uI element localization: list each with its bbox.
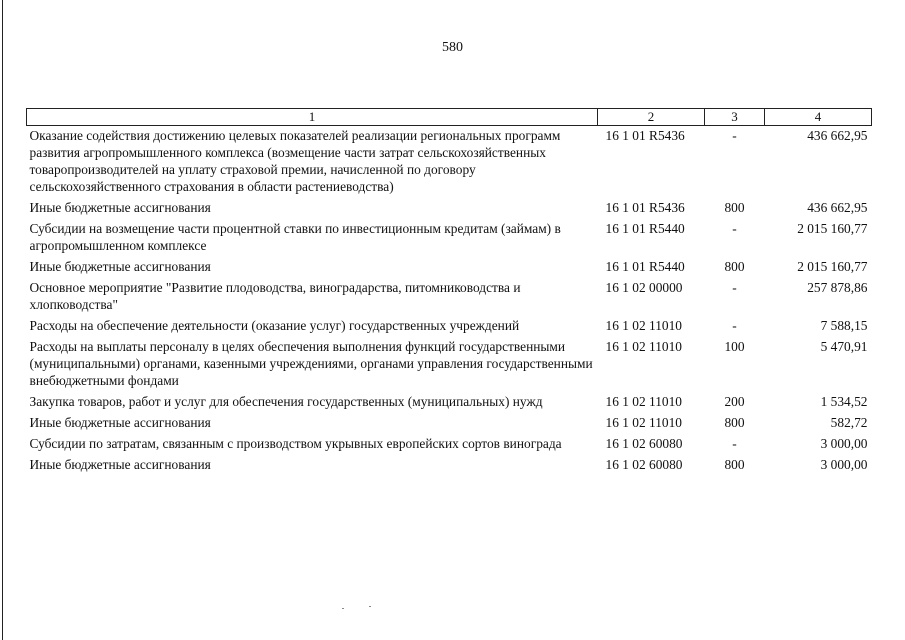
budget-table — [26, 108, 872, 476]
table-row — [27, 257, 872, 278]
table-row — [27, 126, 872, 199]
row-name: Иные бюджетные ассигнования — [29, 200, 211, 215]
row-amount: 436 662,95 — [807, 128, 868, 143]
row-amount: 436 662,95 — [807, 200, 868, 215]
scan-edge-line — [2, 0, 3, 640]
row-code: 16 1 02 11010 — [605, 394, 682, 409]
table-row — [27, 413, 872, 434]
row-code: 16 1 01 R5440 — [605, 259, 685, 274]
row-amount: 7 588,15 — [820, 318, 868, 333]
table-row — [27, 198, 872, 219]
row-name: Субсидии на возмещение части процентной ставки по инвестиционным кредитам (займам) в агропромышленном комплексе — [29, 221, 561, 253]
row-expense-type: - — [732, 436, 737, 451]
row-amount: 3 000,00 — [820, 457, 868, 472]
row-expense-type: 100 — [724, 339, 745, 354]
page-number: 580 — [442, 40, 463, 55]
row-code: 16 1 02 60080 — [605, 457, 683, 472]
row-expense-type: 800 — [724, 457, 745, 472]
row-amount: 5 470,91 — [820, 339, 868, 354]
row-code: 16 1 02 60080 — [605, 436, 683, 451]
row-name: Расходы на обеспечение деятельности (оказание услуг) государственных учреждений — [29, 318, 520, 333]
row-expense-type: - — [732, 221, 737, 236]
row-amount: 3 000,00 — [820, 436, 868, 451]
scan-speck — [369, 606, 371, 607]
row-name: Закупка товаров, работ и услуг для обеспечения государственных (муниципальных) нужд — [29, 394, 543, 409]
row-name: Иные бюджетные ассигнования — [29, 259, 211, 274]
row-code: 16 1 02 00000 — [605, 280, 683, 295]
row-code: 16 1 02 11010 — [605, 339, 682, 354]
table-row — [27, 392, 872, 413]
row-expense-type: 800 — [724, 200, 745, 215]
row-name: Расходы на выплаты персоналу в целях обеспечения выполнения функций государственными (муниципальными) органами, казенными учреждениями, органами управления государственными внебюджетными фондами — [29, 339, 593, 388]
column-header-4: 4 — [765, 109, 872, 126]
row-code: 16 1 01 R5440 — [605, 221, 685, 236]
scan-speck — [342, 608, 344, 609]
row-code: 16 1 01 R5436 — [605, 200, 685, 215]
table-row — [27, 278, 872, 316]
row-expense-type: 800 — [724, 415, 745, 430]
table-row — [27, 316, 872, 337]
row-expense-type: 200 — [724, 394, 745, 409]
row-name: Основное мероприятие "Развитие плодоводства, виноградарства, питомниководства и хлопководства" — [29, 280, 521, 312]
row-amount: 257 878,86 — [807, 280, 868, 295]
row-amount: 582,72 — [830, 415, 868, 430]
table-row — [27, 219, 872, 257]
row-expense-type: - — [732, 280, 737, 295]
row-expense-type: - — [732, 318, 737, 333]
row-name: Иные бюджетные ассигнования — [29, 415, 211, 430]
column-header-2: 2 — [598, 109, 705, 126]
table-row — [27, 337, 872, 392]
column-header-3: 3 — [705, 109, 765, 126]
row-code: 16 1 02 11010 — [605, 415, 682, 430]
column-header-1: 1 — [27, 109, 598, 126]
table-header-row — [27, 109, 872, 126]
row-expense-type: - — [732, 128, 737, 143]
row-expense-type: 800 — [724, 259, 745, 274]
row-amount: 1 534,52 — [820, 394, 868, 409]
table-row — [27, 455, 872, 476]
row-amount: 2 015 160,77 — [797, 221, 868, 236]
row-name: Иные бюджетные ассигнования — [29, 457, 211, 472]
table-row — [27, 434, 872, 455]
row-name: Субсидии по затратам, связанным с производством укрывных европейских сортов винограда — [29, 436, 562, 451]
row-amount: 2 015 160,77 — [797, 259, 868, 274]
row-code: 16 1 02 11010 — [605, 318, 682, 333]
row-name: Оказание содействия достижению целевых показателей реализации региональных программ развития агропромышленного комплекса (возмещение части затрат сельскохозяйственных товаропроизводителей на уплату страховой премии, начисленной по договору сельскохозяйственного страхования в области растениеводства) — [29, 128, 561, 194]
row-code: 16 1 01 R5436 — [605, 128, 685, 143]
